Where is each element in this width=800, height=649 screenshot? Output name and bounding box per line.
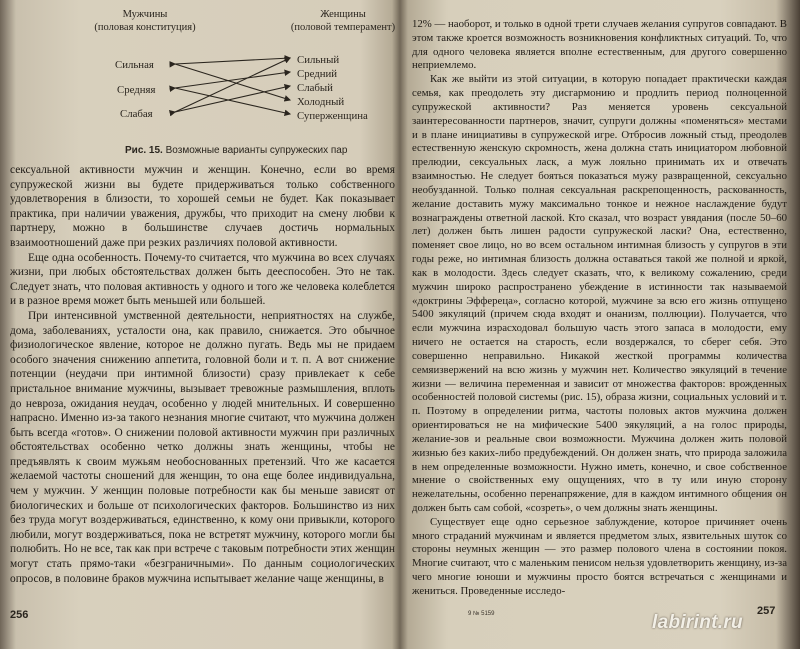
arrow-strong-cold — [175, 64, 290, 100]
left-page-body — [10, 163, 395, 586]
arrow-weak-strong — [175, 58, 290, 112]
right-paragraph-2: Как же выйти из этой ситуации, в которую попадает практически каждая семья, как преодолеть эту дисгармонию и продлить период полноценной супружеской активности? Раз меняется уровень сексуальной заинтересованности партнеров, значит, супруги должны «поменяться» местами и в плане инициативы в супружеской игре. Отбросив ложный стыд, преодолев естественную женскую скромность, жена должна стать инициатором любовной прелюдии, сексуальных ласк, а муж лояльно принимать их и отвечать взаимностью. Не следует бояться показаться мужу развращенной, сексуально необузданной. Только полная сексуальная раскрепощенность, раскованность, желание доставить мужу максимально тонкое и нежное наслаждение будут вознаграждены ответной лаской. Кто сказал, что возраст увядания (после 50–60 лет) должен быть лишен радости супружеской ласки? Она, естественно, поменяет свое лицо, но во всем остальном интимная близость у супругов в эти годы реже, но интимная близость должна оставаться такой же полной и яркой, как в молодости. Здесь следует сказать, что, к великому сожалению, среди мужчин широко распространено убеждение в истинности так называемой «доктрины Эффереца», согласно которой, мужчине за всю его жизнь отпущено 5400 эякуляций (причем сюда входят и онанизм, поллюции). Получается, что если мужчина израсходовал большую часть этого запаса в молодости, ему ничего не остается на старость, если воздержался, то сберег себя. Это совершенно неправильно. Никакой жесткой программы количества семяизвержений на всю жизнь у мужчин нет. Количество эякуляций в течение жизни — величина переменная и зависит от множества факторов: врожденных особенностей половой системы (рис. 15), образа жизни, социальных условий и т. п. Поэтому в определении ритма, частоты половых актов мужчина должен ориентироваться не на мифические 5400 эякуляций, а на голос природы, желание-зов и реальные свои возможности. Мужчина должен жить половой жизнью без каких-либо предубеждений. Он должен знать, что природа заложила в нем определенные возможности. Нужно иметь, конечно, и свое собственное мнение о свойственных ему ощущениях, что в ту или иную сторону нежелательны, особенно перенапряжение, для в каждом интимного общения он должен быть сам собой, «созреть», о чем должны знать женщины. — [412, 73, 787, 514]
left-label-medium: Средняя — [117, 84, 156, 96]
arrow-medium-superwoman — [175, 88, 290, 114]
left-paragraph-1: сексуальной активности мужчин и женщин. Конечно, если во время супружеской жизни вы будете придерживаться только собственного удовлетворения в близости, то хорошей семьи не будет. Как показывает практика, при наличии уважения, дружбы, что приходит на смену любви к партнеру, можно в большинстве случаев достичь нормальных взаимоотношений даже при резких различиях половой активности. — [10, 164, 395, 249]
right-paragraph-1: 12% — наоборот, и только в одной трети случаев желания супругов совпадают. В этом также кроется возможность возникновения конфликтных ситуаций. То, что для одного человека является вполне естественным, для другого совершенно неприемлемо. — [412, 18, 787, 72]
left-paragraph-3: При интенсивной умственной деятельности, неприятностях на службе, дома, заболеваниях, усталости она, как правило, снижается. Это обычное физиологическое явление, которое не должно пугать. Ведь мы не придаем особого значения снижению аппетита, головной боли и т. п. А вот снижение потенции (неудачи при интимной близости) сразу привлекает к себе пристальное внимание мужчины, вызывает тревожные размышления, вплоть до невроза, ожидания неудач, особенно у людей мнительных. И совершенно напрасно. Именно из-за такого незнания многие считают, что мужчина должен быть всегда «готов». О снижении половой активности мужчин при различных обстоятельствах особенно четко должны знать женщины, чтобы не предъявлять к своим мужьям необоснованных претензий. Что же касается желаемой частоты сношений для женщин, то она еще более индивидуальна, чем у мужчин. У женщин половые потребности как бы меньше зависят от биологических и больше от психологических факторов. Большинство из них без труда могут воздерживаться, единственно, к кому они привыкли, которого любили, могут воздерживаться, пока не встретят мужчину, которого могли бы полюбить. Но не все, так как при встрече с таковым потребности этих женщин могут стать прямо-таки «безграничными». По данным социологических опросов, в половине браков мужчина испытывает желание чаще женщины, в — [10, 309, 395, 585]
caption-text: Возможные варианты супружеских пар — [162, 145, 348, 156]
printer-imprint: 9 № 5159 — [468, 611, 495, 617]
arrow-weak-weak — [175, 86, 290, 112]
arrow-strong-strong — [175, 58, 290, 64]
watermark-text: labirint.ru — [652, 612, 743, 633]
left-header-subtitle: (половая конституция) — [94, 22, 196, 33]
right-header-subtitle: (половой темперамент) — [290, 22, 396, 33]
watermark-logo — [652, 612, 743, 634]
right-label-medium: Средний — [297, 68, 338, 80]
figure-caption — [125, 143, 347, 160]
right-paragraph-3: Существует еще одно серьезное заблуждение, которое причиняет очень много страданий мужчинам и является предметом злых, язвительных шуток со стороны неумных женщин — это размер полового члена в состоянии покоя. Многие считают, что с маленьким пенисом нельзя удовлетворить женщину, из-за чего многие юноши и мужчины просто боятся встречаться с женщинами и жениться. Проведенные исследо- — [412, 515, 787, 597]
right-page-body — [412, 18, 787, 599]
right-label-cold: Холодный — [297, 96, 345, 108]
right-header-title: Женщины — [320, 9, 366, 20]
caption-label: Рис. 15. — [125, 145, 163, 156]
left-header-title: Мужчины — [122, 9, 168, 20]
right-page-number: 257 — [757, 605, 776, 617]
right-label-superwoman: Суперженщина — [297, 110, 368, 122]
right-label-weak: Слабый — [297, 82, 333, 94]
left-paragraph-2: Еще одна особенность. Почему-то считается, что мужчина во всех случаях жизни, при любых обстоятельствах должен быть дееспособен. Это не так. Следует знать, что половая активность у одного и того же человека колеблется и в разное время может быть меньшей или большей. — [10, 251, 395, 308]
figure-arrows — [105, 6, 425, 136]
left-page-number: 256 — [10, 609, 29, 621]
left-label-strong: Сильная — [115, 59, 154, 71]
right-label-strong: Сильный — [297, 54, 340, 66]
figure-diagram — [94, 6, 425, 158]
left-label-weak: Слабая — [120, 108, 153, 120]
